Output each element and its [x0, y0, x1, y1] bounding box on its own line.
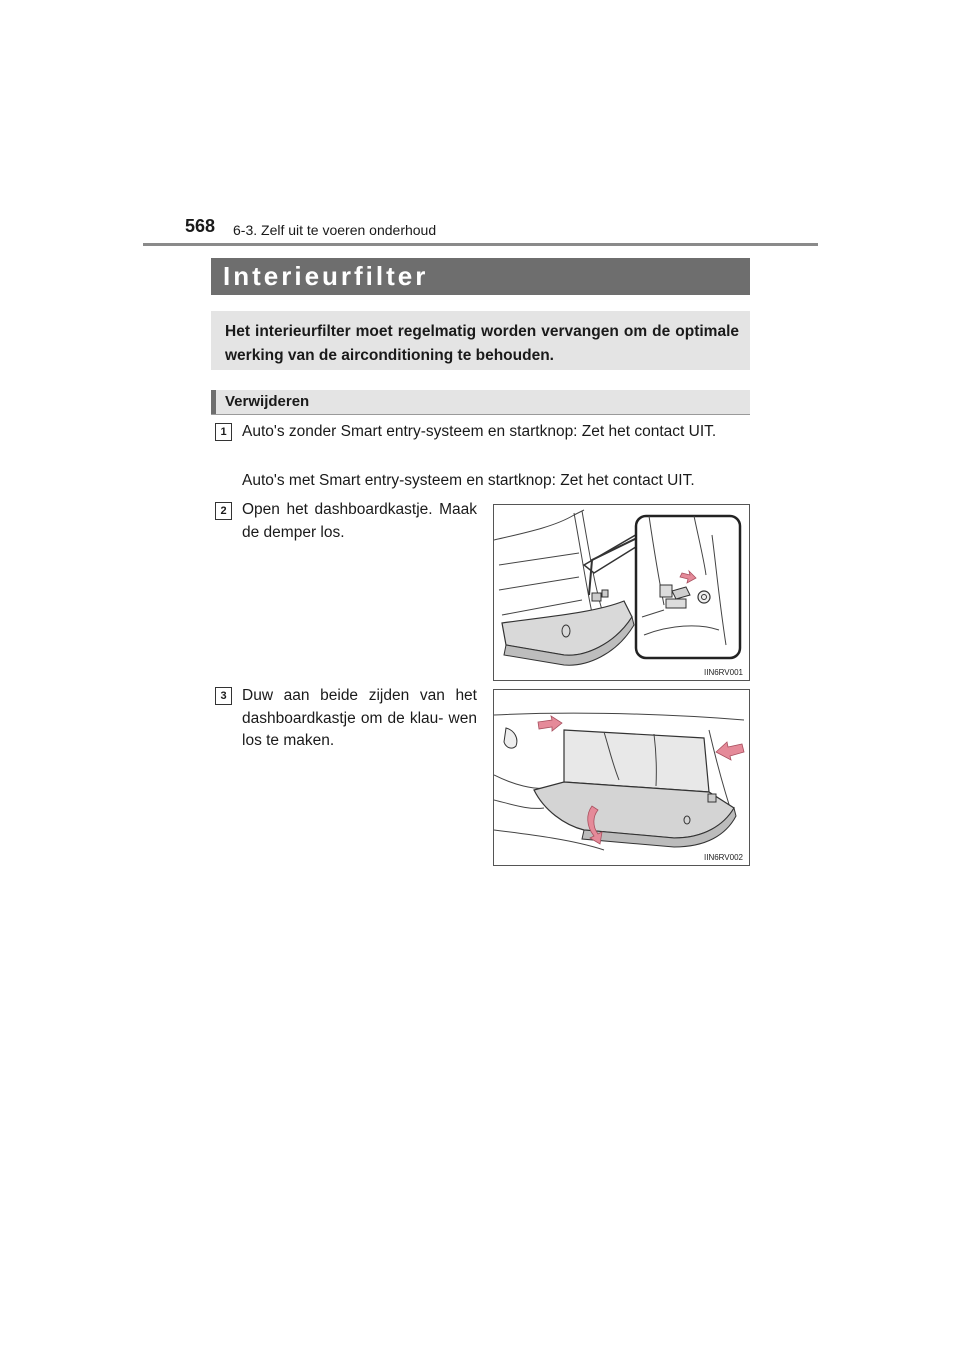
subheading-accent — [211, 390, 216, 414]
step-1-text-b: Auto's met Smart entry-systeem en startknop: Zet het contact UIT. — [242, 472, 695, 489]
intro-box — [211, 311, 750, 370]
glovebox-damper-illustration — [494, 505, 749, 680]
push-arrow-right-icon — [716, 742, 744, 760]
figure-id-1: IIN6RV001 — [704, 668, 743, 677]
step-number-3: 3 — [215, 687, 232, 705]
title-bar — [211, 258, 750, 295]
header-divider — [143, 243, 818, 246]
section-reference: 6-3. Zelf uit te voeren onderhoud — [233, 222, 437, 238]
step-number-1: 1 — [215, 423, 232, 441]
figure-glovebox-claws — [493, 689, 750, 866]
step-3-text: Duw aan beide zijden van het dashboardkastje om de klau- wen los te maken. — [242, 687, 477, 749]
page-title: Interieurfilter — [223, 261, 429, 291]
push-arrow-left-icon — [538, 716, 562, 731]
intro-text: Het interieurfilter moet regelmatig worden vervangen om de optimale werking van de airconditioning te behouden. — [225, 323, 739, 364]
subheading: Verwijderen — [225, 393, 310, 410]
step-2-text: Open het dashboardkastje. Maak de demper los. — [242, 501, 477, 541]
subheading-bar — [211, 390, 750, 415]
page-number: 568 — [185, 216, 216, 236]
step-number-2: 2 — [215, 502, 232, 520]
figure-glovebox-damper — [493, 504, 750, 681]
glovebox-claws-illustration — [494, 690, 749, 865]
figure-id-2: IIN6RV002 — [704, 853, 743, 862]
step-1-text-a: Auto's zonder Smart entry-systeem en startknop: Zet het contact UIT. — [242, 423, 717, 440]
